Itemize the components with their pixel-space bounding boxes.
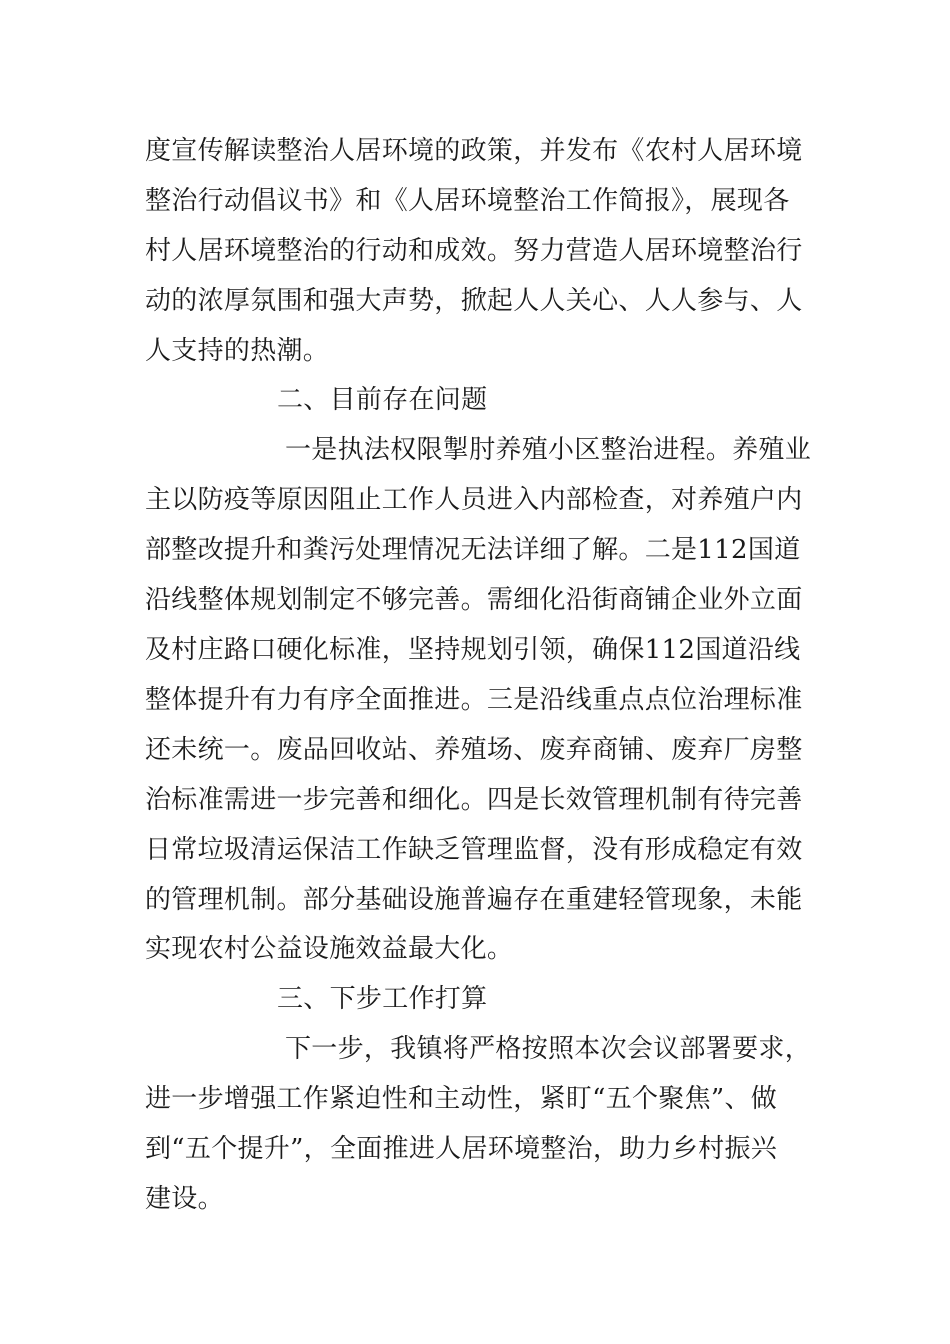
paragraph-line: 及村庄路口硬化标准，坚持规划引领，确保112国道沿线	[145, 635, 801, 665]
paragraph-line: 沿线整体规划制定不够完善。需细化沿街商铺企业外立面	[145, 585, 803, 615]
paragraph-line: 整体提升有力有序全面推进。三是沿线重点点位治理标准	[145, 685, 803, 715]
section-heading: 二、目前存在问题	[277, 385, 488, 415]
paragraph-line: 整治行动倡议书》和《人居环境整治工作简报》，展现各	[145, 186, 790, 216]
paragraph-line: 到“五个提升”，全面推进人居环境整治，助力乡村振兴	[145, 1134, 778, 1164]
paragraph-line: 还未统一。废品回收站、养殖场、废弃商铺、废弃厂房整	[145, 735, 803, 765]
paragraph-line: 部整改提升和粪污处理情况无法详细了解。二是112国道	[145, 535, 801, 565]
paragraph-line: 实现农村公益设施效益最大化。	[145, 934, 514, 964]
paragraph-line: 度宣传解读整治人居环境的政策，并发布《农村人居环境	[145, 136, 803, 166]
paragraph-line: 下一步，我镇将严格按照本次会议部署要求，	[285, 1034, 812, 1064]
paragraph-line: 日常垃圾清运保洁工作缺乏管理监督，没有形成稳定有效	[145, 835, 803, 865]
section-heading: 三、下步工作打算	[277, 984, 488, 1014]
paragraph-line: 动的浓厚氛围和强大声势，掀起人人关心、人人参与、人	[145, 286, 803, 316]
paragraph-line: 建设。	[145, 1184, 224, 1214]
paragraph-line: 主以防疫等原因阻止工作人员进入内部检查，对养殖户内	[145, 485, 803, 515]
paragraph-line: 村人居环境整治的行动和成效。努力营造人居环境整治行	[145, 236, 803, 266]
paragraph-line: 的管理机制。部分基础设施普遍存在重建轻管现象，未能	[145, 885, 803, 915]
paragraph-line: 治标准需进一步完善和细化。四是长效管理机制有待完善	[145, 785, 803, 815]
paragraph-line: 人支持的热潮。	[145, 336, 330, 366]
paragraph-line: 进一步增强工作紧迫性和主动性，紧盯“五个聚焦”、做	[145, 1084, 778, 1114]
paragraph-line: 一是执法权限掣肘养殖小区整治进程。养殖业	[285, 435, 812, 465]
